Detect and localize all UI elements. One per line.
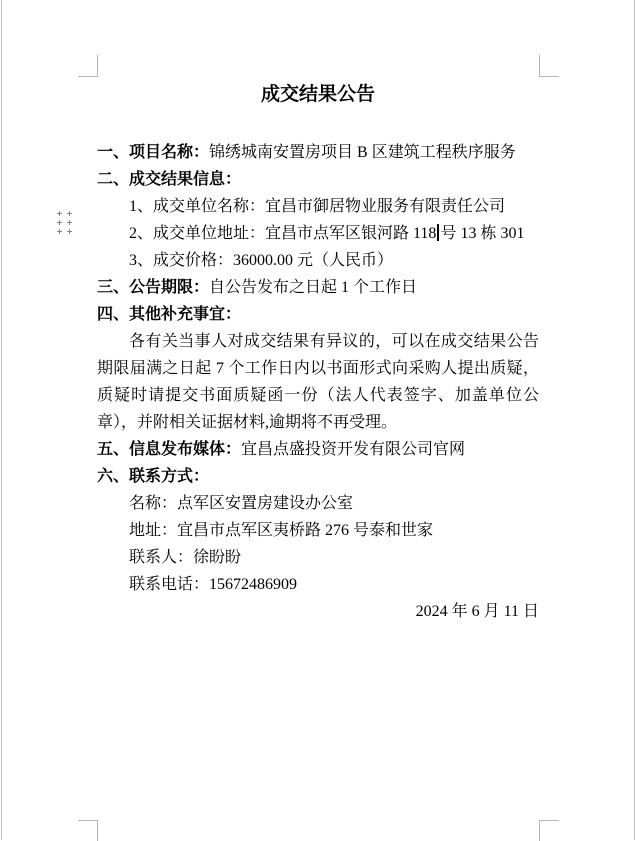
margin-mark-top-left bbox=[78, 55, 98, 77]
section-label: 二、成交结果信息： bbox=[97, 171, 242, 188]
contact-phone-line[interactable]: 联系电话：15672486909 bbox=[129, 576, 298, 593]
contact-name-line[interactable]: 名称：点军区安置房建设办公室 bbox=[129, 495, 354, 512]
contact-person-line[interactable]: 联系人：徐盼盼 bbox=[129, 549, 242, 566]
item-winner-name[interactable] bbox=[97, 193, 539, 220]
section-contact[interactable] bbox=[97, 463, 539, 490]
contact-address-line[interactable]: 地址：宜昌市点军区夷桥路 276 号泰和世家 bbox=[129, 522, 434, 539]
section-value: 宜昌点盛投资开发有限公司官网 bbox=[241, 441, 466, 458]
paragraph-drag-handle-icon[interactable] bbox=[57, 211, 72, 234]
item-value-after-cursor: 号 13 栋 301 bbox=[440, 225, 525, 242]
item-label: 1、成交单位名称： bbox=[129, 198, 266, 215]
page-left-edge bbox=[1, 0, 2, 840]
margin-mark-bottom-left bbox=[78, 820, 98, 841]
section-label: 三、公告期限： bbox=[97, 279, 210, 296]
section-label: 一、项目名称： bbox=[97, 144, 210, 161]
section-label: 六、联系方式： bbox=[97, 468, 210, 485]
section-publish-media[interactable] bbox=[97, 436, 539, 463]
item-price[interactable] bbox=[97, 247, 539, 274]
item-value-before-cursor: 宜昌市点军区银河路 118 bbox=[265, 225, 437, 242]
section-value: 自公告发布之日起 1 个工作日 bbox=[209, 279, 418, 296]
objection-paragraph[interactable]: 各有关当事人对成交结果有异议的，可以在成交结果公告期限届满之日起 7 个工作日内以书面形式向采购人提出质疑，质疑时请提交书面质疑函一份（法人代表签字、加盖单位公章），并附相关证据材料,逾期将不再受理。 bbox=[97, 333, 539, 431]
margin-mark-bottom-right bbox=[539, 820, 559, 841]
item-value: 宜昌市御居物业服务有限责任公司 bbox=[265, 198, 506, 215]
page-right-edge bbox=[634, 0, 635, 840]
document-text-area[interactable] bbox=[97, 78, 539, 625]
margin-mark-top-right bbox=[539, 55, 559, 77]
section-label: 五、信息发布媒体： bbox=[97, 441, 242, 458]
document-title: 成交结果公告 bbox=[260, 84, 375, 105]
item-winner-address[interactable] bbox=[97, 220, 539, 247]
item-label: 2、成交单位地址： bbox=[129, 225, 266, 242]
section-announcement-period[interactable] bbox=[97, 274, 539, 301]
item-value: 36000.00 元（人民币） bbox=[233, 252, 394, 269]
title-spacer bbox=[97, 108, 539, 139]
section-label: 四、其他补充事宜： bbox=[97, 306, 242, 323]
document-date[interactable]: 2024 年 6 月 11 日 bbox=[415, 603, 539, 620]
section-project-name[interactable] bbox=[97, 139, 539, 166]
item-label: 3、成交价格： bbox=[129, 252, 234, 269]
section-other-matters[interactable] bbox=[97, 301, 539, 328]
section-result-info[interactable] bbox=[97, 166, 539, 193]
section-value: 锦绣城南安置房项目 B 区建筑工程秩序服务 bbox=[209, 144, 516, 161]
